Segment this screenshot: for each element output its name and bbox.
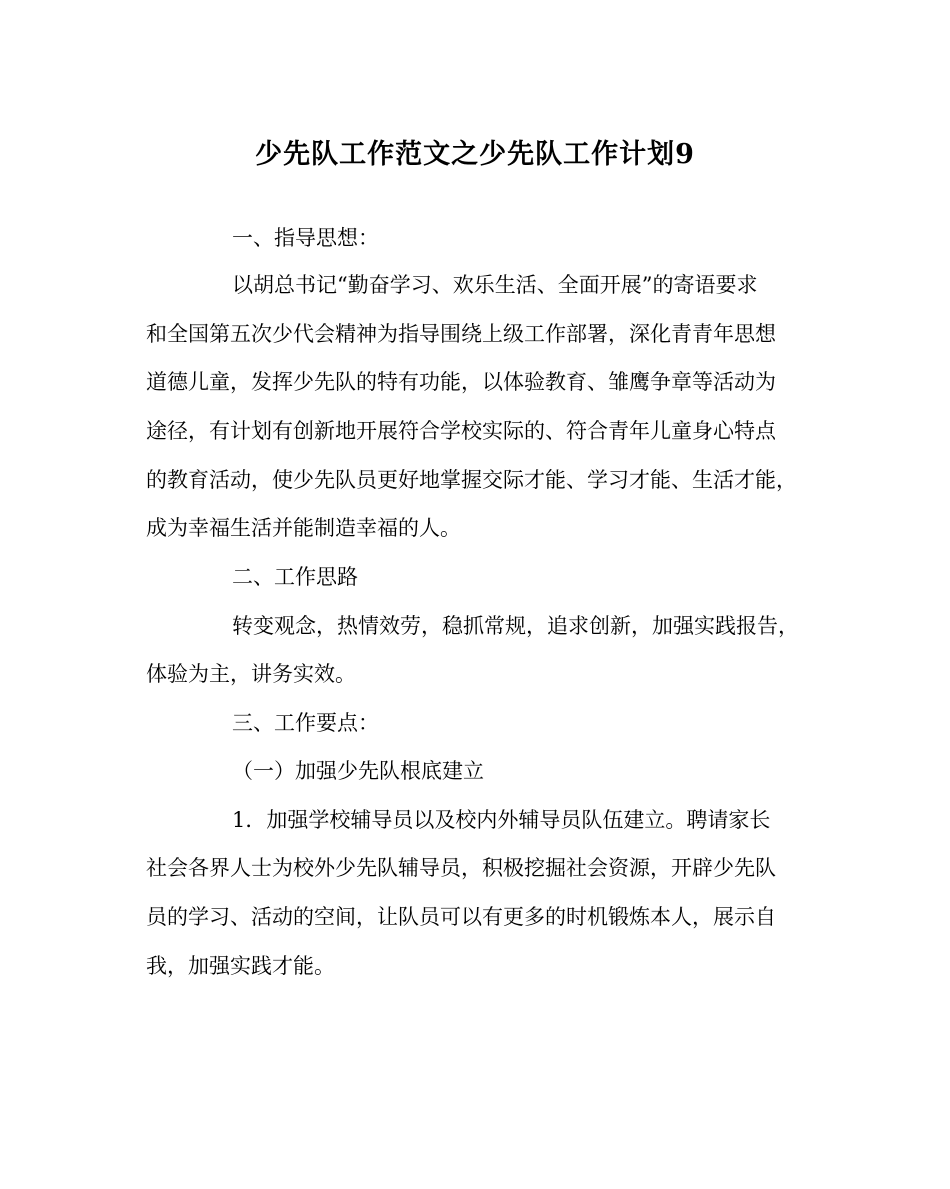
subsection-heading: （一）加强少先队根底建立	[232, 759, 484, 783]
paragraph-line: 以胡总书记“勤奋学习、欢乐生活、全面开展”的寄语要求	[232, 273, 758, 297]
document-title: 少先队工作范文之少先队工作计划9	[255, 139, 695, 170]
section-heading-work-approach: 二、工作思路	[232, 565, 358, 589]
paragraph-line: 社会各界人士为校外少先队辅导员，积极挖掘社会资源，开辟少先队	[146, 856, 776, 880]
paragraph-line: 道德儿童，发挥少先队的特有功能，以体验教育、雏鹰争章等活动为	[146, 370, 776, 394]
paragraph-line: 的教育活动，使少先队员更好地掌握交际才能、学习才能、生活才能，	[146, 468, 797, 492]
paragraph-line: 员的学习、活动的空间，让队员可以有更多的时机锻炼本人，展示自	[146, 905, 776, 929]
paragraph-line: 途径，有计划有创新地开展符合学校实际的、符合青年儿童身心特点	[146, 419, 776, 443]
paragraph-line: 1．加强学校辅导员以及校内外辅导员队伍建立。聘请家长	[232, 808, 771, 832]
paragraph-line: 体验为主，讲务实效。	[146, 662, 356, 686]
paragraph-line: 转变观念，热情效劳，稳抓常规，追求创新，加强实践报告，	[232, 614, 799, 638]
paragraph-line: 成为幸福生活并能制造幸福的人。	[146, 516, 461, 540]
section-heading-guiding-ideology: 一、指导思想：	[232, 226, 379, 250]
section-heading-work-points: 三、工作要点：	[232, 711, 379, 735]
paragraph-line: 和全国第五次少代会精神为指导围绕上级工作部署，深化青青年思想	[146, 322, 776, 346]
paragraph-line: 我，加强实践才能。	[146, 954, 335, 978]
